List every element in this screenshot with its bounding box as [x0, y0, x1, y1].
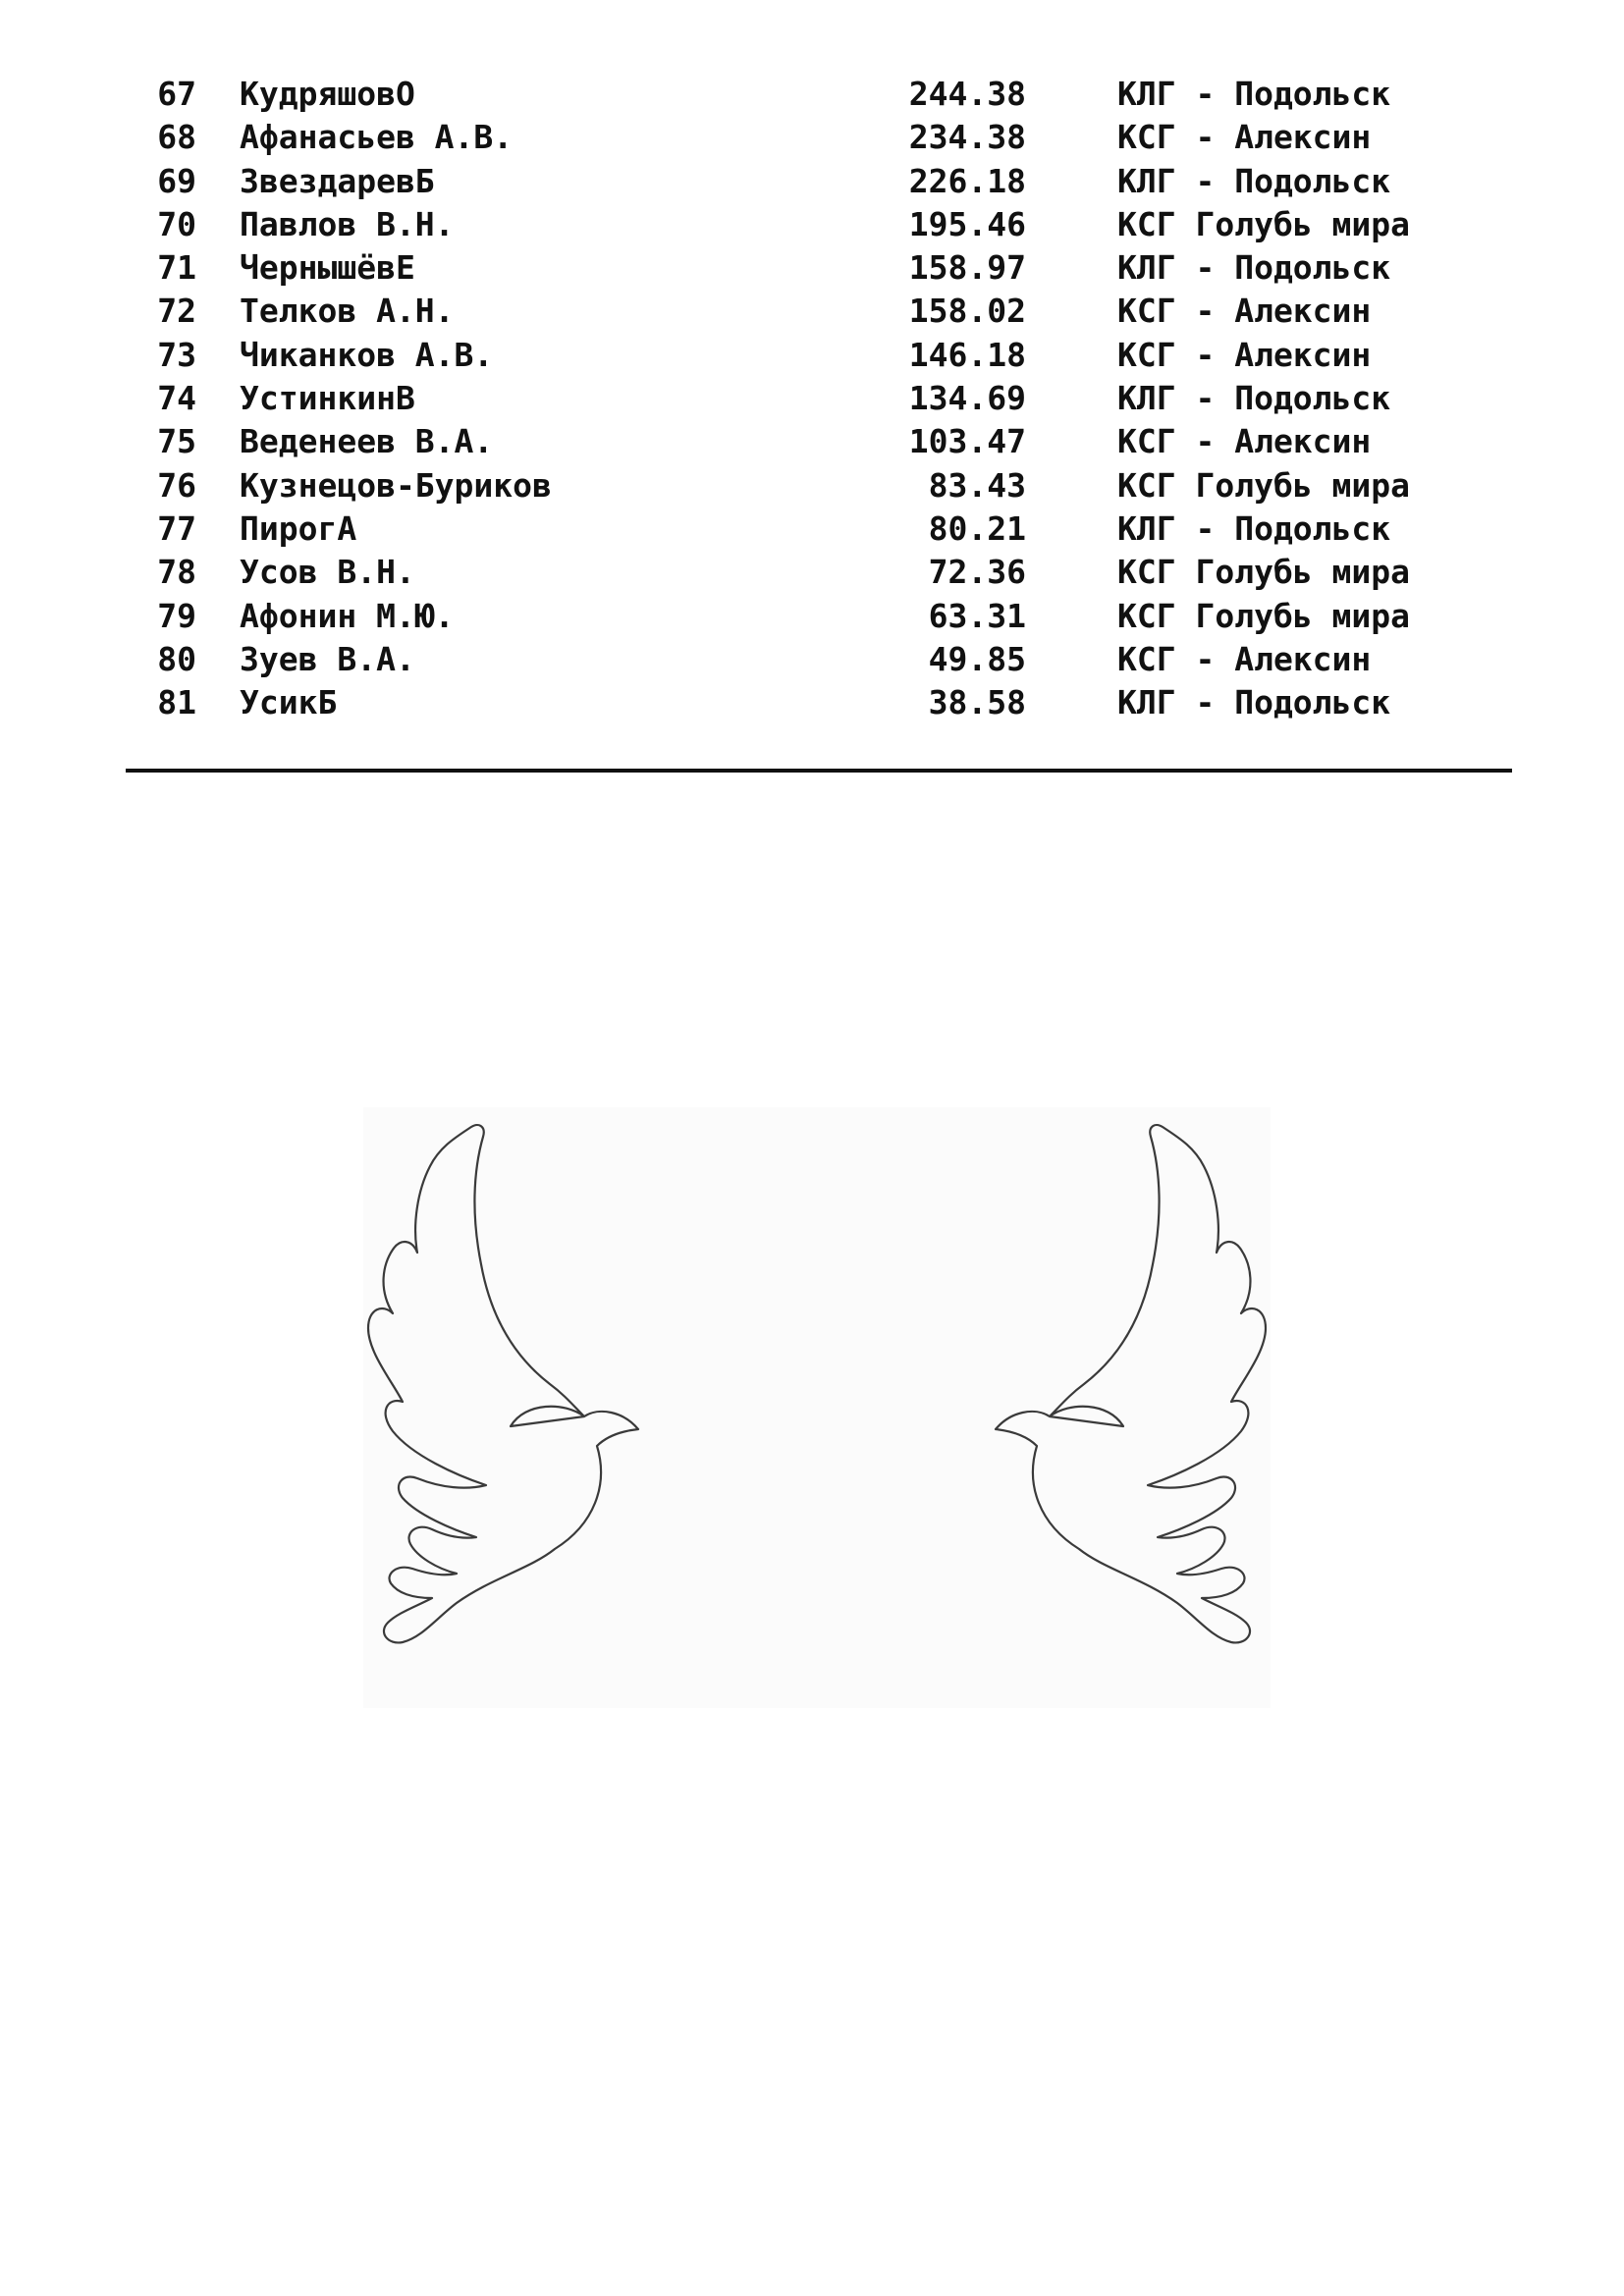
table-row — [0, 464, 1624, 507]
name-cell: Чиканков А.В. — [240, 335, 494, 374]
name-cell: Телков А.Н. — [240, 292, 455, 331]
score-cell: 83.43 — [928, 465, 1026, 505]
table-row — [0, 160, 1624, 203]
table-row — [0, 116, 1624, 159]
score-cell: 134.69 — [908, 379, 1026, 418]
score-cell: 226.18 — [908, 161, 1026, 200]
score-cell: 72.36 — [928, 553, 1026, 592]
table-row — [0, 203, 1624, 246]
club-cell: КЛГ - Подольск — [1117, 248, 1391, 288]
rank-cell: 67 — [157, 75, 196, 113]
doves-illustration — [363, 1107, 1271, 1708]
club-cell: КСГ Голубь мира — [1117, 204, 1411, 243]
club-cell: КЛГ - Подольск — [1117, 161, 1391, 200]
results-table — [0, 73, 1624, 724]
name-cell: Афанасьев А.В. — [240, 118, 514, 157]
club-cell: КСГ - Алексин — [1117, 292, 1372, 331]
score-cell: 195.46 — [908, 204, 1026, 243]
club-cell: КЛГ - Подольск — [1117, 75, 1391, 113]
table-row — [0, 551, 1624, 594]
name-cell: УстинкинВ — [240, 379, 415, 418]
score-cell: 244.38 — [908, 75, 1026, 113]
club-cell: КЛГ - Подольск — [1117, 508, 1391, 548]
name-cell: УсикБ — [240, 683, 338, 722]
rank-cell: 80 — [157, 639, 196, 678]
rank-cell: 69 — [157, 161, 196, 200]
right-dove-outline — [996, 1125, 1266, 1642]
table-row — [0, 290, 1624, 333]
table-row — [0, 246, 1624, 290]
club-cell: КСГ Голубь мира — [1117, 596, 1411, 635]
two-doves-icon — [363, 1107, 1271, 1708]
score-cell: 49.85 — [928, 639, 1026, 678]
rank-cell: 77 — [157, 508, 196, 548]
name-cell: Кузнецов-Буриков — [240, 465, 552, 505]
score-cell: 38.58 — [928, 683, 1026, 722]
score-cell: 80.21 — [928, 508, 1026, 548]
table-row — [0, 73, 1624, 116]
table-row — [0, 681, 1624, 724]
rank-cell: 68 — [157, 118, 196, 157]
name-cell: Веденеев В.А. — [240, 422, 494, 461]
rank-cell: 79 — [157, 596, 196, 635]
rank-cell: 72 — [157, 292, 196, 331]
rank-cell: 74 — [157, 379, 196, 418]
left-dove-outline — [368, 1125, 638, 1642]
table-row — [0, 507, 1624, 551]
score-cell: 63.31 — [928, 596, 1026, 635]
rank-cell: 73 — [157, 335, 196, 374]
name-cell: ПирогА — [240, 508, 357, 548]
name-cell: Афонин М.Ю. — [240, 596, 455, 635]
score-cell: 146.18 — [908, 335, 1026, 374]
rank-cell: 76 — [157, 465, 196, 505]
table-row — [0, 334, 1624, 377]
table-row — [0, 377, 1624, 420]
club-cell: КЛГ - Подольск — [1117, 683, 1391, 722]
rank-cell: 81 — [157, 683, 196, 722]
table-row — [0, 420, 1624, 463]
club-cell: КСГ - Алексин — [1117, 335, 1372, 374]
score-cell: 158.97 — [908, 248, 1026, 288]
score-cell: 234.38 — [908, 118, 1026, 157]
club-cell: КСГ Голубь мира — [1117, 553, 1411, 592]
score-cell: 103.47 — [908, 422, 1026, 461]
name-cell: Павлов В.Н. — [240, 204, 455, 243]
club-cell: КЛГ - Подольск — [1117, 379, 1391, 418]
club-cell: КСГ - Алексин — [1117, 639, 1372, 678]
club-cell: КСГ - Алексин — [1117, 422, 1372, 461]
table-row — [0, 595, 1624, 638]
rank-cell: 75 — [157, 422, 196, 461]
score-cell: 158.02 — [908, 292, 1026, 331]
club-cell: КСГ - Алексин — [1117, 118, 1372, 157]
name-cell: ЗвездаревБ — [240, 161, 435, 200]
name-cell: Усов В.Н. — [240, 553, 415, 592]
club-cell: КСГ Голубь мира — [1117, 465, 1411, 505]
name-cell: Зуев В.А. — [240, 639, 415, 678]
name-cell: КудряшовО — [240, 75, 415, 113]
rank-cell: 70 — [157, 204, 196, 243]
table-row — [0, 638, 1624, 681]
name-cell: ЧернышёвЕ — [240, 248, 415, 288]
rank-cell: 78 — [157, 553, 196, 592]
section-divider — [126, 769, 1512, 773]
rank-cell: 71 — [157, 248, 196, 288]
